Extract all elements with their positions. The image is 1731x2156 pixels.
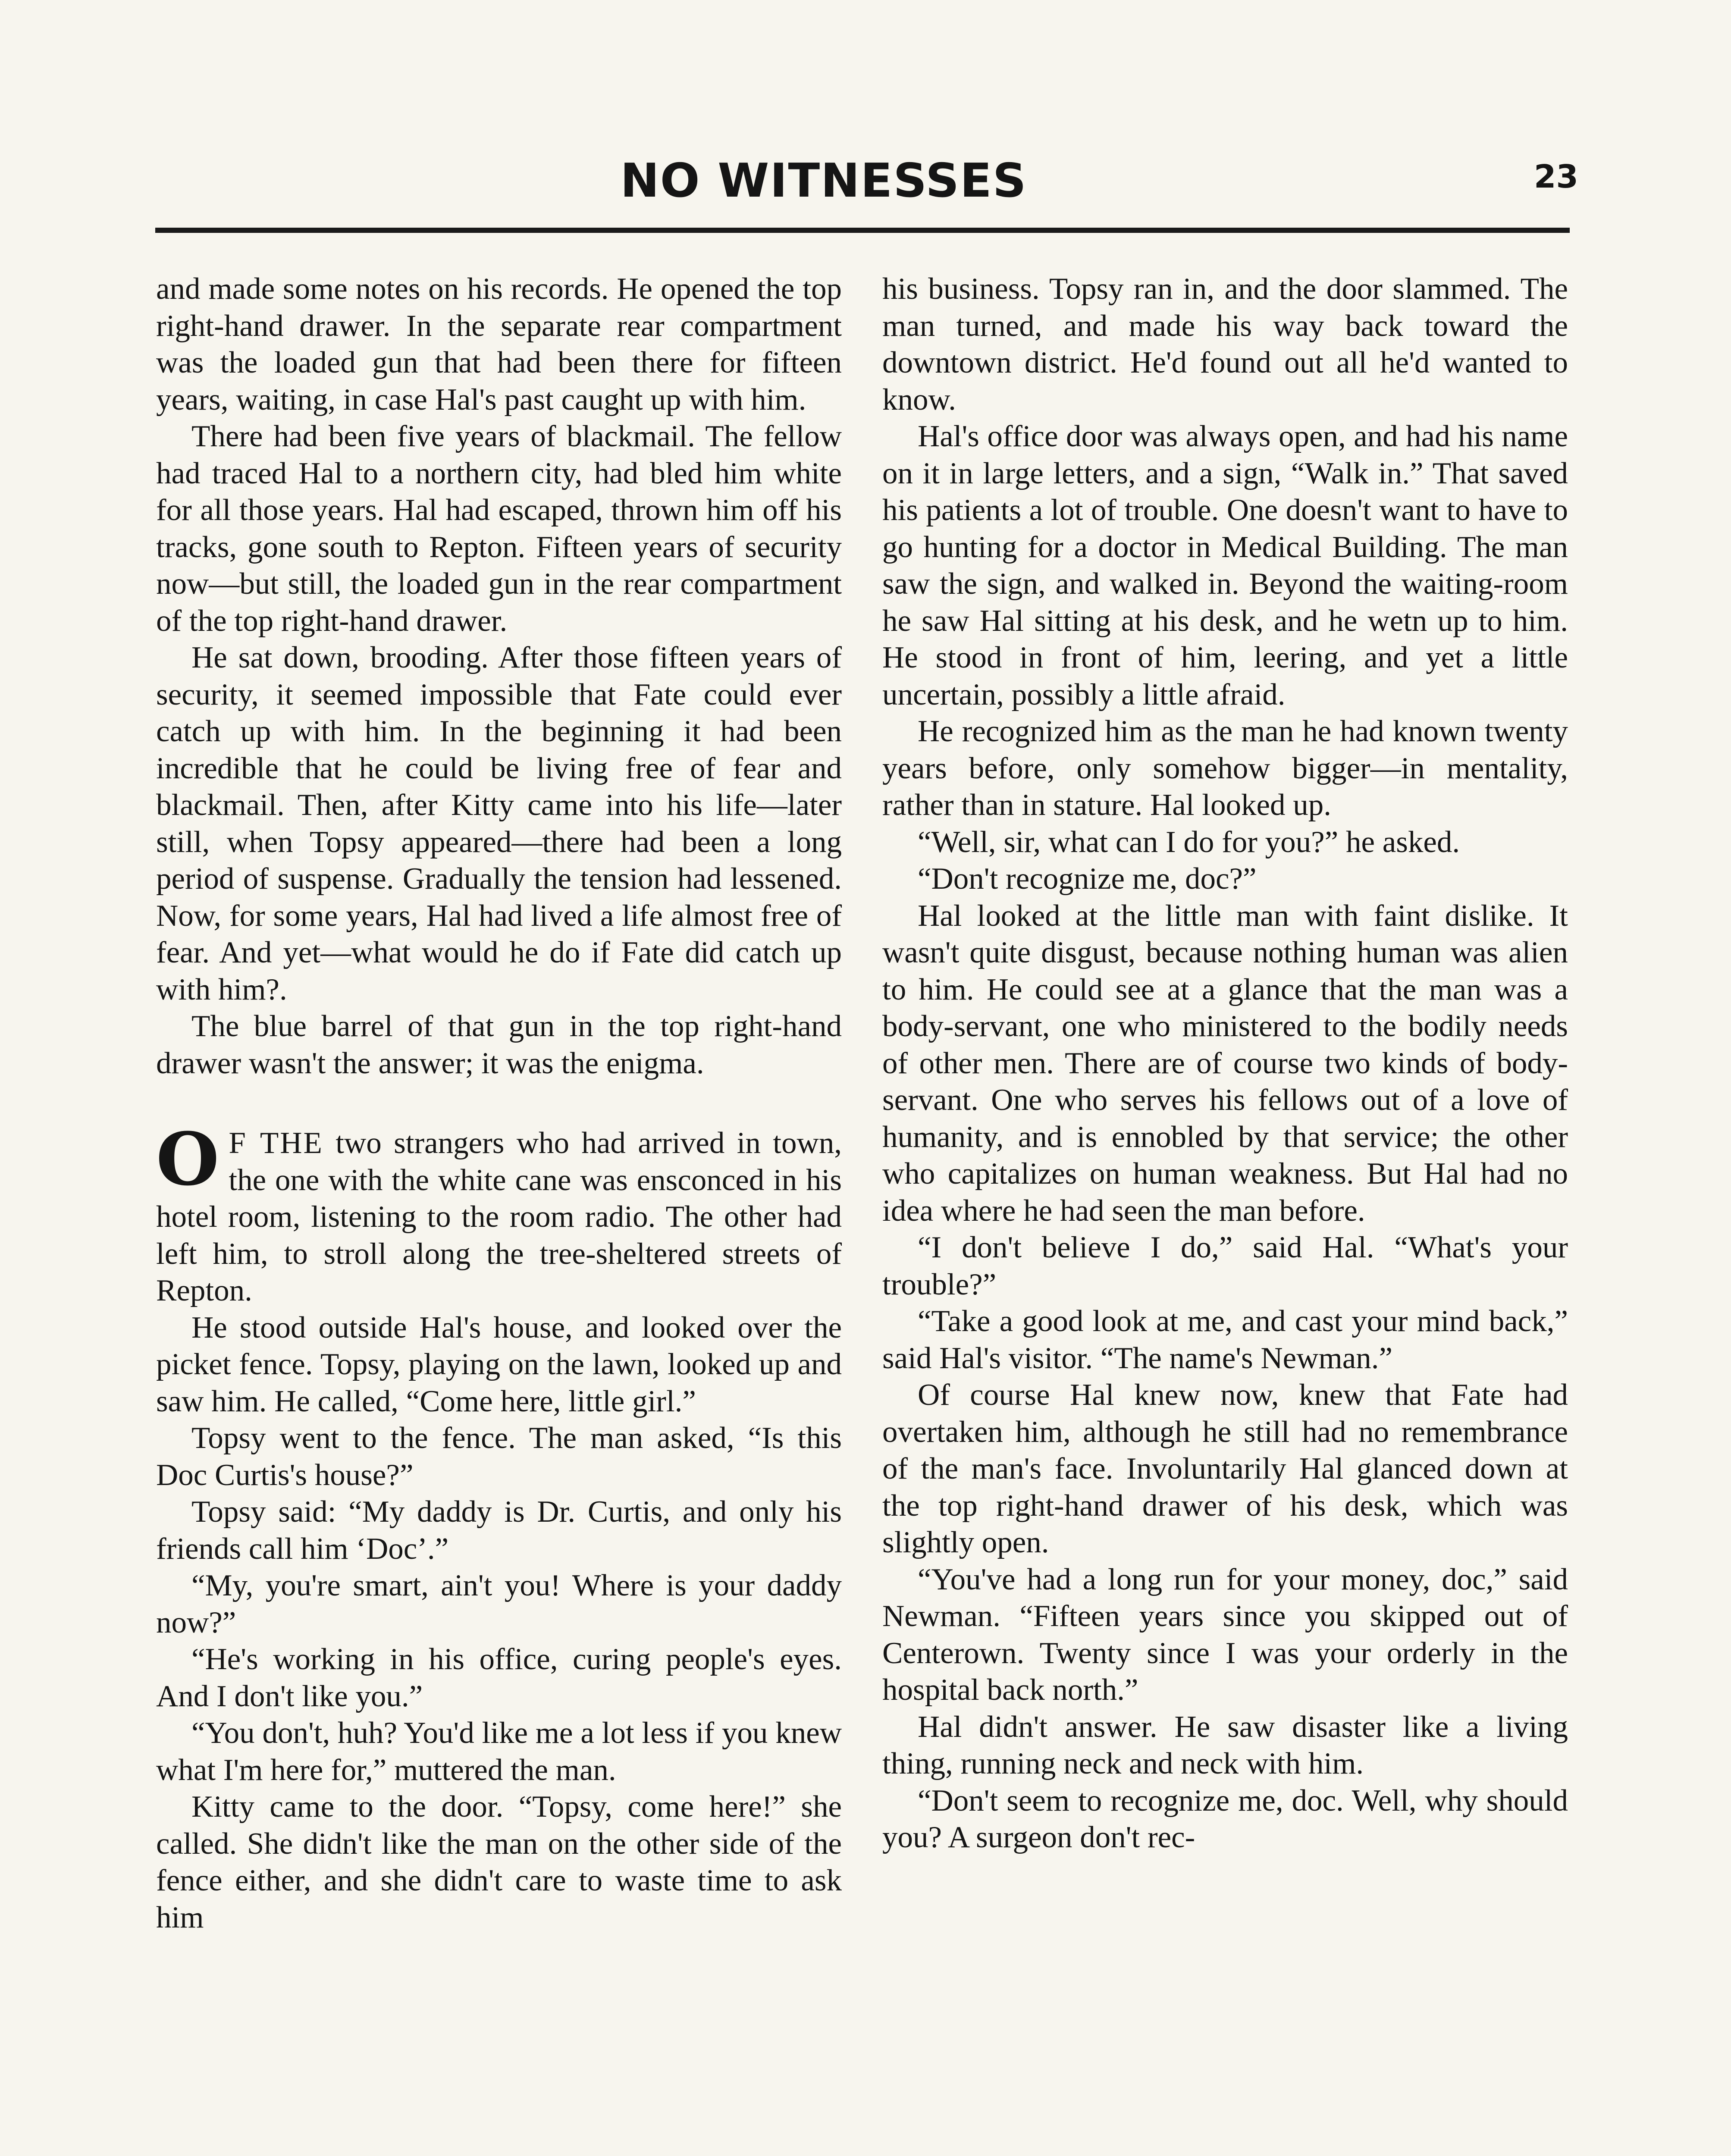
section-opening-paragraph xyxy=(156,1116,842,1310)
paragraph: The blue barrel of that gun in the top right-hand drawer wasn't the answer; it was the enigma. xyxy=(156,1009,842,1080)
page-number: 23 xyxy=(1534,158,1578,195)
paragraph: “I don't believe I do,” said Hal. “What's your trouble?” xyxy=(882,1231,1568,1301)
paragraph: “Don't seem to recognize me, doc. Well, why should you? A surgeon don't rec- xyxy=(882,1783,1568,1854)
paragraph: Hal looked at the little man with faint dislike. It wasn't quite disgust, because nothing human was alien to him. He could see at a glance that the man was a body-servant, one who ministered to the bodily needs of other men. There are of course two kinds of body-servant. One who serves his fellows out of a love of humanity, and is ennobled by that service; the other who capitalizes on human weakness. But Hal had no idea where he had seen the man before. xyxy=(882,899,1568,1228)
right-column xyxy=(882,271,1568,1856)
paragraph: “Take a good look at me, and cast your mind back,” said Hal's visitor. “The name's Newman.” xyxy=(882,1304,1568,1375)
paragraph: “Don't recognize me, doc?” xyxy=(918,862,1257,896)
paragraph: Hal's office door was always open, and had his name on it in large letters, and a sign, “Walk in.” That saved his patients a lot of trouble. One doesn't want to have to go hunting for a doctor in Medical Building. The man saw the sign, and walked in. Beyond the waiting-room he saw Hal sitting at his desk, and he wetn up to him. He stood in front of him, leering, and yet a little uncertain, possibly a little afraid. xyxy=(882,420,1568,711)
section-break xyxy=(156,1082,842,1125)
lead-in-caps: F THE xyxy=(229,1126,323,1160)
running-title: NO WITNESSES xyxy=(620,154,1027,208)
left-column xyxy=(156,271,842,1936)
paragraph: Hal didn't answer. He saw disaster like a living thing, running neck and neck with him. xyxy=(882,1710,1568,1780)
paragraph: “You've had a long run for your money, doc,” said Newman. “Fifteen years since you skipped out of Centerown. Twenty since I was your orderly in the hospital back north.” xyxy=(882,1562,1568,1707)
paragraph: He recognized him as the man he had known twenty years before, only somehow bigger—in mentality, rather than in stature. Hal looked up. xyxy=(882,714,1568,822)
paragraph: “He's working in his office, curing people's eyes. And I don't like you.” xyxy=(156,1642,842,1713)
paragraph: his business. Topsy ran in, and the door slammed. The man turned, and made his way back toward the downtown district. He'd found out all he'd wanted to know. xyxy=(882,272,1568,417)
header-rule xyxy=(155,228,1570,233)
paragraph-text: two strangers who had arrived in town, the one with the white cane was ensconced in his hotel room, listening to the room radio. The other had left him, to stroll along the tree-sheltered streets of Repton. xyxy=(156,1126,842,1307)
paragraph: “My, you're smart, ain't you! Where is your daddy now?” xyxy=(156,1569,842,1639)
paragraph: Of course Hal knew now, knew that Fate had overtaken him, although he still had no remembrance of the man's face. Involuntarily Hal glanced down at the top right-hand drawer of his desk, which was slightly open. xyxy=(882,1378,1568,1559)
paragraph: “Well, sir, what can I do for you?” he asked. xyxy=(918,825,1460,859)
paragraph: He stood outside Hal's house, and looked over the picket fence. Topsy, playing on the lawn, looked up and saw him. He called, “Come here, little girl.” xyxy=(156,1310,842,1418)
paragraph: “You don't, huh? You'd like me a lot less if you knew what I'm here for,” muttered the man. xyxy=(156,1716,842,1787)
paragraph: He sat down, brooding. After those fifteen years of security, it seemed impossible that Fate could ever catch up with him. In the beginning it had been incredible that he could be living free of fear and blackmail. Then, after Kitty came into his life—later still, when Topsy appeared—there had been a long period of suspense. Gradually the tension had lessened. Now, for some years, Hal had lived a life almost free of fear. And yet—what would he do if Fate did catch up with him?. xyxy=(156,641,842,1006)
paragraph: Topsy said: “My daddy is Dr. Curtis, and only his friends call him ‘Doc’.” xyxy=(156,1495,842,1566)
paragraph: Kitty came to the door. “Topsy, come here!” she called. She didn't like the man on the other side of the fence either, and she didn't care to waste time to ask him xyxy=(156,1790,842,1934)
paragraph: and made some notes on his records. He opened the top right-hand drawer. In the separate rear compartment was the loaded gun that had been there for fifteen years, waiting, in case Hal's past caught up with him. xyxy=(156,272,842,417)
paragraph: There had been five years of blackmail. The fellow had traced Hal to a northern city, had bled him white for all those years. Hal had escaped, thrown him off his tracks, gone south to Repton. Fifteen years of security now—but still, the loaded gun in the rear compartment of the top right-hand drawer. xyxy=(156,420,842,638)
drop-cap: O xyxy=(156,1116,220,1202)
paragraph: Topsy went to the fence. The man asked, “Is this Doc Curtis's house?” xyxy=(156,1421,842,1492)
